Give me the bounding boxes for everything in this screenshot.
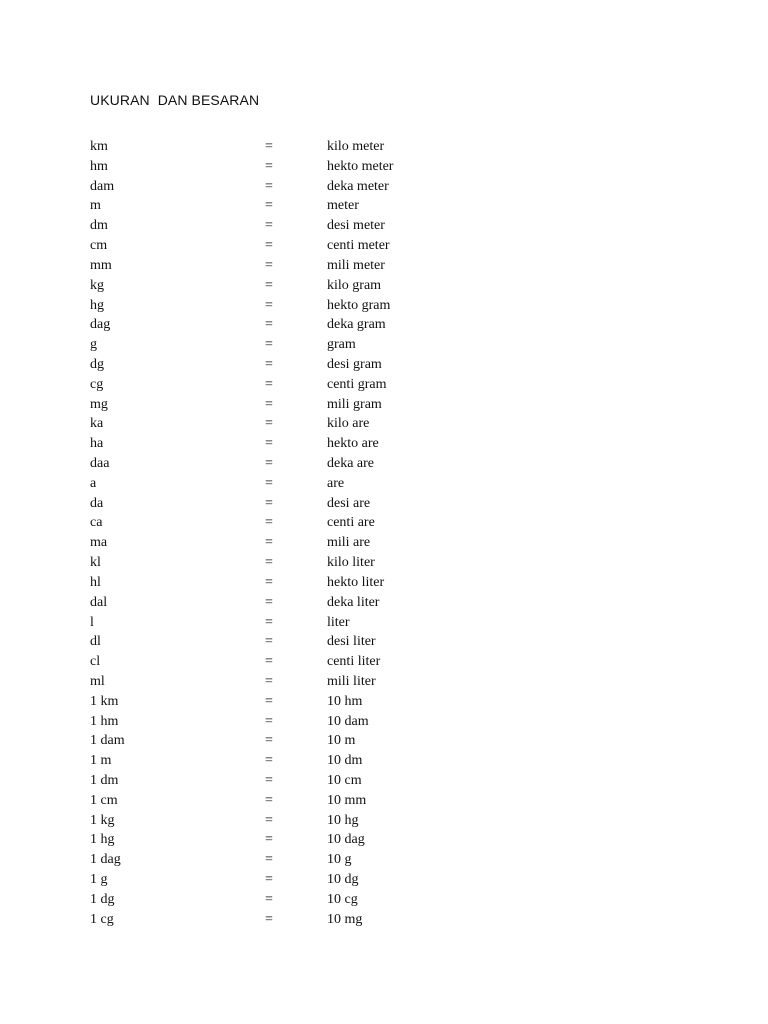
unit-meaning: mili liter: [327, 673, 376, 689]
unit-symbol: da: [90, 495, 104, 511]
unit-row: [0, 177, 768, 197]
unit-row: [0, 513, 768, 533]
unit-meaning: 10 mm: [327, 792, 367, 808]
unit-symbol: mm: [90, 257, 112, 273]
unit-row: [0, 731, 768, 751]
equals-sign: =: [265, 852, 273, 868]
unit-symbol: 1 dg: [90, 891, 115, 907]
unit-symbol: km: [90, 139, 108, 154]
unit-symbol: 1 dag: [90, 852, 121, 868]
unit-meaning: kilo gram: [327, 277, 382, 293]
unit-row: [0, 791, 768, 811]
unit-row: [0, 712, 768, 732]
equals-sign: =: [265, 337, 273, 353]
unit-row: [0, 771, 768, 791]
equals-sign: =: [265, 911, 273, 927]
unit-symbol: kg: [90, 277, 104, 293]
unit-meaning: 10 dm: [327, 753, 363, 769]
unit-symbol: 1 cm: [90, 792, 118, 808]
unit-meaning: 10 hm: [327, 693, 363, 709]
unit-row: [0, 593, 768, 613]
equals-sign: =: [265, 257, 273, 273]
equals-sign: =: [265, 812, 273, 828]
unit-meaning: 10 dag: [327, 832, 365, 848]
unit-row: [0, 256, 768, 276]
unit-meaning: 10 m: [327, 733, 356, 749]
unit-row: [0, 573, 768, 593]
equals-sign: =: [265, 198, 273, 214]
unit-row: [0, 613, 768, 633]
unit-meaning: desi gram: [327, 356, 382, 372]
unit-symbol: a: [90, 475, 97, 491]
unit-symbol: cg: [90, 376, 104, 392]
unit-symbol: ml: [90, 673, 105, 689]
unit-row: [0, 296, 768, 316]
equals-sign: =: [265, 693, 273, 709]
unit-meaning: liter: [327, 614, 350, 630]
unit-symbol: 1 hg: [90, 832, 115, 848]
unit-symbol: 1 dm: [90, 773, 119, 788]
document-title: UKURAN DAN BESARAN: [90, 92, 260, 108]
unit-meaning: kilo meter: [327, 139, 385, 154]
unit-meaning: deka gram: [327, 317, 386, 333]
unit-meaning: mili gram: [327, 396, 382, 412]
unit-meaning: 10 cg: [327, 891, 358, 907]
equals-sign: =: [265, 773, 273, 788]
unit-symbol: 1 km: [90, 693, 119, 709]
equals-sign: =: [265, 218, 273, 234]
unit-meaning: 10 dg: [327, 872, 359, 888]
unit-row: [0, 830, 768, 850]
unit-symbol: 1 m: [90, 753, 112, 769]
unit-symbol: 1 kg: [90, 812, 115, 828]
unit-row: [0, 890, 768, 910]
unit-meaning: hekto gram: [327, 297, 391, 313]
equals-sign: =: [265, 297, 273, 313]
unit-meaning: centi gram: [327, 376, 387, 392]
unit-symbol: 1 g: [90, 872, 108, 888]
unit-meaning: desi are: [327, 495, 371, 511]
unit-list: [0, 137, 768, 930]
equals-sign: =: [265, 614, 273, 630]
equals-sign: =: [265, 396, 273, 412]
unit-symbol: 1 dam: [90, 733, 125, 749]
unit-meaning: 10 mg: [327, 911, 363, 927]
unit-symbol: hm: [90, 158, 108, 174]
equals-sign: =: [265, 515, 273, 531]
unit-symbol: cl: [90, 654, 101, 670]
equals-sign: =: [265, 139, 273, 154]
unit-meaning: 10 hg: [327, 812, 359, 828]
unit-symbol: cm: [90, 238, 108, 254]
unit-meaning: are: [327, 475, 345, 491]
unit-meaning: 10 dam: [327, 713, 369, 729]
unit-symbol: ha: [90, 436, 104, 452]
equals-sign: =: [265, 178, 273, 194]
equals-sign: =: [265, 872, 273, 888]
unit-row: [0, 811, 768, 831]
unit-symbol: ma: [90, 535, 108, 551]
unit-meaning: desi meter: [327, 218, 385, 234]
unit-row: [0, 434, 768, 454]
unit-symbol: ca: [90, 515, 103, 531]
unit-row: [0, 494, 768, 514]
unit-row: [0, 414, 768, 434]
equals-sign: =: [265, 317, 273, 333]
unit-meaning: deka liter: [327, 594, 380, 610]
unit-row: [0, 850, 768, 870]
unit-symbol: dal: [90, 594, 108, 610]
equals-sign: =: [265, 673, 273, 689]
unit-row: [0, 276, 768, 296]
equals-sign: =: [265, 792, 273, 808]
unit-symbol: 1 hm: [90, 713, 119, 729]
equals-sign: =: [265, 158, 273, 174]
unit-meaning: hekto meter: [327, 158, 394, 174]
equals-sign: =: [265, 574, 273, 590]
equals-sign: =: [265, 753, 273, 769]
unit-symbol: dg: [90, 356, 104, 372]
unit-meaning: deka meter: [327, 178, 389, 194]
unit-row: [0, 751, 768, 771]
unit-meaning: centi meter: [327, 238, 390, 254]
unit-row: [0, 870, 768, 890]
unit-meaning: hekto liter: [327, 574, 385, 590]
equals-sign: =: [265, 416, 273, 432]
unit-row: [0, 216, 768, 236]
unit-symbol: l: [90, 614, 94, 630]
unit-row: [0, 315, 768, 335]
unit-row: [0, 157, 768, 177]
unit-symbol: dag: [90, 317, 111, 333]
unit-symbol: dl: [90, 634, 101, 650]
unit-row: [0, 335, 768, 355]
unit-row: [0, 692, 768, 712]
equals-sign: =: [265, 535, 273, 551]
unit-row: [0, 910, 768, 930]
unit-row: [0, 652, 768, 672]
unit-meaning: meter: [327, 198, 359, 214]
unit-row: [0, 553, 768, 573]
unit-row: [0, 236, 768, 256]
unit-meaning: kilo liter: [327, 555, 375, 571]
equals-sign: =: [265, 832, 273, 848]
unit-meaning: 10 cm: [327, 773, 362, 788]
equals-sign: =: [265, 654, 273, 670]
unit-meaning: deka are: [327, 456, 375, 471]
unit-meaning: desi liter: [327, 634, 376, 650]
equals-sign: =: [265, 277, 273, 293]
equals-sign: =: [265, 436, 273, 452]
equals-sign: =: [265, 713, 273, 729]
unit-symbol: kl: [90, 555, 101, 571]
unit-row: [0, 474, 768, 494]
unit-row: [0, 137, 768, 157]
equals-sign: =: [265, 555, 273, 571]
unit-meaning: hekto are: [327, 436, 379, 452]
unit-row: [0, 355, 768, 375]
unit-row: [0, 672, 768, 692]
unit-row: [0, 632, 768, 652]
unit-row: [0, 375, 768, 395]
unit-symbol: g: [90, 337, 97, 353]
unit-meaning: centi are: [327, 515, 375, 531]
unit-symbol: dm: [90, 218, 108, 234]
unit-symbol: ka: [90, 416, 104, 432]
unit-symbol: dam: [90, 178, 115, 194]
unit-row: [0, 454, 768, 474]
unit-meaning: kilo are: [327, 416, 370, 432]
unit-meaning: 10 g: [327, 852, 352, 868]
unit-row: [0, 533, 768, 553]
unit-meaning: mili meter: [327, 257, 385, 273]
unit-symbol: 1 cg: [90, 911, 114, 927]
unit-row: [0, 196, 768, 216]
equals-sign: =: [265, 356, 273, 372]
unit-meaning: gram: [327, 337, 356, 353]
unit-symbol: hl: [90, 574, 101, 590]
unit-row: [0, 395, 768, 415]
equals-sign: =: [265, 456, 273, 471]
unit-symbol: m: [90, 198, 101, 214]
unit-symbol: hg: [90, 297, 104, 313]
unit-symbol: mg: [90, 396, 108, 412]
unit-symbol: daa: [90, 456, 110, 471]
equals-sign: =: [265, 733, 273, 749]
equals-sign: =: [265, 475, 273, 491]
equals-sign: =: [265, 238, 273, 254]
unit-meaning: mili are: [327, 535, 371, 551]
equals-sign: =: [265, 376, 273, 392]
equals-sign: =: [265, 594, 273, 610]
equals-sign: =: [265, 634, 273, 650]
equals-sign: =: [265, 891, 273, 907]
unit-meaning: centi liter: [327, 654, 381, 670]
equals-sign: =: [265, 495, 273, 511]
